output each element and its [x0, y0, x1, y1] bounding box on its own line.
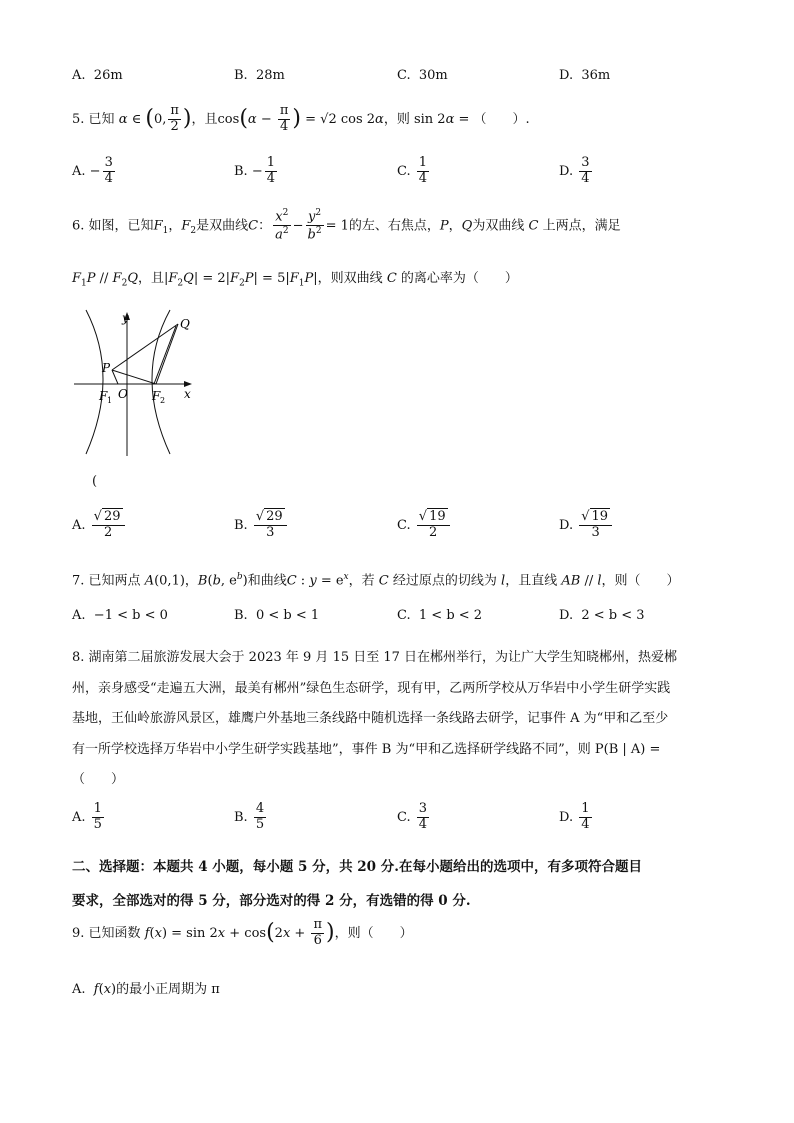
option-letter: A. [72, 68, 86, 83]
question-7: 7. 已知两点 A(0,1)，B(b, $e^b$)和曲线C : $y = e^x$，若 C 经过原点的切线为 l，且直线 AB // l，则（ ） [72, 572, 680, 589]
stray-paren: ( [92, 474, 98, 489]
option-text: 28m [255, 68, 285, 83]
svg-text:1: 1 [107, 396, 113, 405]
svg-text:O: O [118, 387, 128, 401]
q8-options: A. $\frac{1}{5}$ B. $\frac{4}{5}$ C. $\frac{3}{4}$ D. $\frac{1}{4}$ [72, 801, 590, 832]
question-8: 8. 湖南第二届旅游发展大会于 2023 年 9 月 15 日至 17 日在郴州举行，为让广大学生知晓郴州，热爱郴 州，亲身感受“走遍五大洲，最美有郴州”绿色生态研学，现有甲，乙两所学校从万华岩中小学生研学实践 基地，王仙岭旅游风景区，雄鹰户外基地三条线路中随机选择一条线路去研学，记事件 A 为“甲和乙至少 有一所学校选择万华岩中小学生研学实践基地”，事件 B 为“甲和乙选择研学线路不同”，则 P(B | A) = （ ） [72, 650, 678, 787]
option-letter: C. [397, 68, 411, 83]
section-2-heading: 二、选择题：本题共 4 小题，每小题 5 分，共 20 分.在每小题给出的选项中，有多项符合题目 要求，全部选对的得 5 分，部分选对的得 2 分，有选错的得 0 分. [72, 859, 642, 909]
svg-text:2: 2 [160, 396, 166, 405]
question-6-line1: 6. 如图，已知$F_1$，$F_2$是双曲线C： $\frac{x^2}{a^2}$ − $\frac{y^2}{b^2}$ = 1的左、右焦点，P，Q为双曲线 C 上两点，满足 [72, 208, 621, 243]
svg-text:x: x [184, 387, 191, 401]
svg-text:F: F [99, 389, 108, 403]
hyperbola-figure [70, 306, 200, 458]
option-text: 26m [93, 68, 123, 83]
question-9: 9. 已知函数 f(x) = sin 2x + cos(2x + $\frac{\pi}{6}$ )，则（ ） [72, 917, 413, 948]
q7-options: A. −1 < b < 0 B. 0 < b < 1 C. 1 < b < 2 D. 2 < b < 3 [72, 608, 645, 623]
option-letter: D. [559, 68, 574, 83]
q9-option-a: A. f(x)的最小正周期为 π [72, 982, 220, 997]
question-5: 5. 已知 α ∈ (0, $\frac{\pi}{2}$ )，且cos(α − $\frac{\pi}{4}$ ) = √2 cos 2α，则 sin 2α = （ ）. [72, 103, 530, 134]
svg-text:y: y [122, 311, 129, 325]
svg-text:F: F [152, 389, 161, 403]
q6-options: A. $\frac{√ 29}{2}$ B. $\frac{√ 29}{3}$ C. $\frac{√ 19}{2}$ D. $\frac{√ 19}{3}$ [72, 510, 732, 554]
question-6-line2: $F_1P // F_2Q$，且$|F_2Q| = 2|F_2P| = 5|F_1P|$，则双曲线 C 的离心率为（ ） [72, 271, 518, 289]
option-letter: B. [234, 68, 248, 83]
svg-text:P: P [102, 361, 111, 375]
q5-options: A. − $\frac{3}{4}$ B. − $\frac{1}{4}$ C. $\frac{1}{4}$ D. $\frac{3}{4}$ [72, 155, 590, 186]
svg-text:Q: Q [180, 317, 190, 331]
option-text: 36m [581, 68, 611, 83]
option-text: 30m [418, 68, 448, 83]
